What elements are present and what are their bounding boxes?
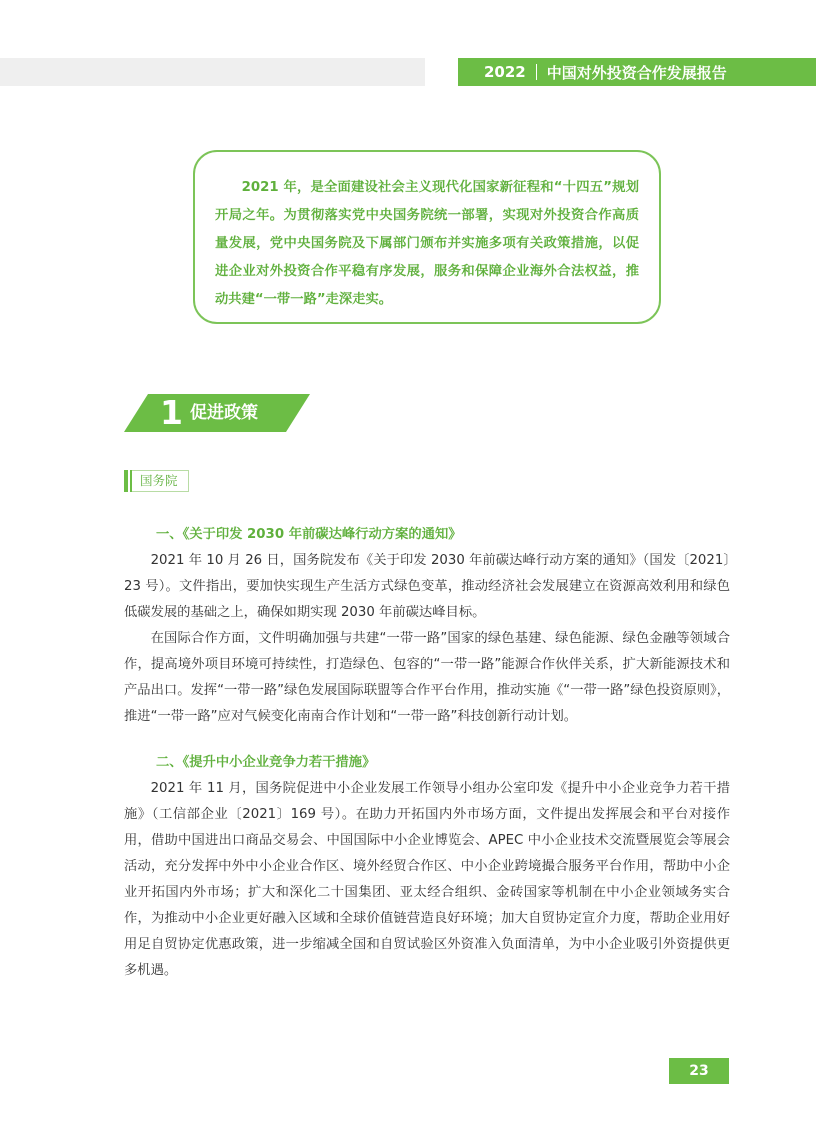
article-2-heading: 二、《提升中小企业竞争力若干措施》 — [156, 755, 376, 770]
header-gray-band — [0, 58, 425, 86]
tag-label: 国务院 — [132, 470, 189, 492]
header-year: 2022 — [484, 63, 526, 81]
section-title: 促进政策 — [190, 403, 258, 423]
header-title-bar — [458, 58, 816, 86]
article-2-paragraph-1: 2021 年 11 月，国务院促进中小企业发展工作领导小组办公室印发《提升中小企业竞争力若干措施》（工信部企业〔2021〕169 号）。在助力开拓国内外市场方面，文件提出发挥展会和平台对接作用，借助中国进出口商品交易会、中国国际中小企业博览会、APEC 中小企业技术交流暨展览会等展会活动，充分发挥中外中小企业合作区、境外经贸合作区、中小企业跨境撮合服务平台作用，帮助中小企业开拓国内外市场；扩大和深化二十国集团、亚太经合组织、金砖国家等机制在中小企业领域务实合作，为推动中小企业更好融入区域和全球价值链营造良好环境；加大自贸协定宣介力度，帮助企业用好用足自贸协定优惠政策，进一步缩减全国和自贸试验区外资准入负面清单，为中小企业吸引外资提供更多机遇。 — [124, 781, 730, 978]
article-gap — [124, 730, 730, 750]
article-1-paragraph-1: 2021 年 10 月 26 日，国务院发布《关于印发 2030 年前碳达峰行动方案的通知》（国发〔2021〕23 号）。文件指出，要加快实现生产生活方式绿色变革，推动经济社会发展建立在资源高效利用和绿色低碳发展的基础之上，确保如期实现 2030 年前碳达峰目标。 — [124, 553, 730, 620]
article-1-heading: 一、《关于印发 2030 年前碳达峰行动方案的通知》 — [156, 527, 462, 542]
section-number: 1 — [160, 393, 183, 432]
category-tag — [124, 470, 189, 492]
intro-text: 2021 年，是全面建设社会主义现代化国家新征程和“十四五”规划开局之年。为贯彻落实党中央国务院统一部署，实现对外投资合作高质量发展，党中央国务院及下属部门颁布并实施多项有关政策措施，以促进企业对外投资合作平稳有序发展，服务和保障企业海外合法权益，推动共建“一带一路”走深走实。 — [215, 180, 639, 307]
page-number: 23 — [669, 1058, 729, 1084]
header-divider — [536, 64, 537, 80]
section-banner — [124, 394, 310, 432]
article-content — [124, 522, 730, 984]
header-report-title: 中国对外投资合作发展报告 — [546, 63, 727, 82]
tag-accent-bar — [124, 470, 128, 492]
article-1-paragraph-2: 在国际合作方面，文件明确加强与共建“一带一路”国家的绿色基建、绿色能源、绿色金融等领域合作，提高境外项目环境可持续性，打造绿色、包容的“一带一路”能源合作伙伴关系，扩大新能源技术和产品出口。发挥“一带一路”绿色发展国际联盟等合作平台作用，推动实施《“一带一路”绿色投资原则》，推进“一带一路”应对气候变化南南合作计划和“一带一路”科技创新行动计划。 — [124, 631, 730, 724]
intro-callout-box — [193, 150, 661, 324]
